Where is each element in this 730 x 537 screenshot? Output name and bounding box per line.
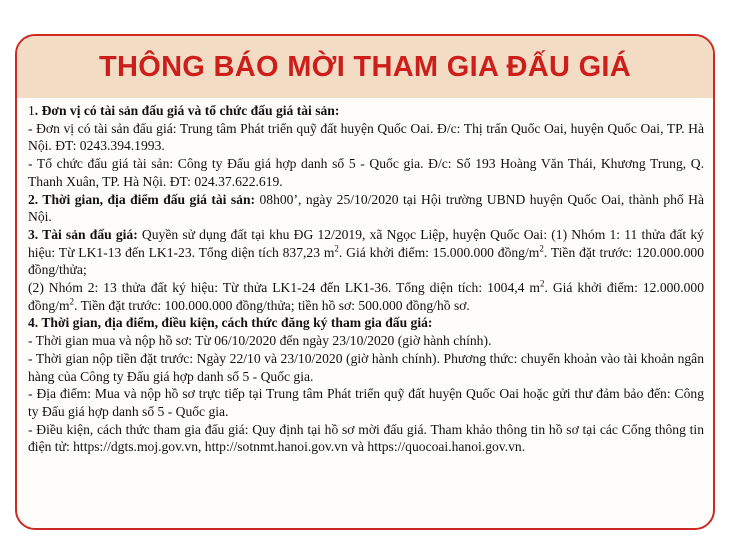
section-1-heading-text: . Đơn vị có tài sản đấu giá và tổ chức đấu giá tài sản:: [34, 103, 340, 118]
section-4-line-4: - Điều kiện, cách thức tham gia đấu giá: Quy định tại hồ sơ mời đấu giá. Tham khảo thông tin hồ sơ tại các Cổng thông tin điện tử: https://dgts.moj.gov.vn, http://sotnmt.hanoi.gov.vn và https://quocoai.hanoi.gov.vn.: [28, 421, 704, 455]
notice-frame: [15, 34, 715, 530]
section-1-line-1: - Đơn vị có tài sản đấu giá: Trung tâm Phát triển quỹ đất huyện Quốc Oai. Đ/c: Thị trấn Quốc Oai, huyện Quốc Oai, TP. Hà Nội. ĐT: 0243.394.1993.: [28, 120, 704, 154]
section-2-text: 08h00’, ngày 25/10/2020 tại Hội trường UBND huyện Quốc Oai, thành phố Hà Nội.: [28, 191, 704, 225]
section-4-line-1: - Thời gian mua và nộp hồ sơ: Từ 06/10/2020 đến ngày 23/10/2020 (giờ hành chính).: [28, 333, 492, 349]
section-4-line-3: - Địa điểm: Mua và nộp hồ sơ trực tiếp tại Trung tâm Phát triển quỹ đất huyện Quốc Oai hoặc gửi thư đảm bảo đến: Công ty Đấu giá hợp danh số 5 - Quốc gia.: [28, 386, 704, 419]
section-3-heading: 3. Tài sản đấu giá:: [28, 226, 138, 242]
section-1-heading: [28, 102, 704, 120]
section-2-number: 2: [28, 191, 35, 207]
section-1-number: 1: [28, 103, 35, 118]
notice-body: [17, 98, 713, 456]
notice-header: [17, 36, 713, 98]
section-3-paragraph-2: (2) Nhóm 2: 13 thửa đất ký hiệu: Từ thửa LK1-24 đến LK1-36. Tổng diện tích: 1004,4 $m^2$. Giá khởi điểm: 12.000.000 đồng/$m^2$. Tiền đặt trước: 100.000.000 đồng/thửa; tiền hồ sơ: 500.000 đồng/hồ sơ.: [28, 278, 704, 313]
section-2: [28, 191, 704, 226]
notice-title: THÔNG BÁO MỜI THAM GIA ĐẤU GIÁ: [98, 50, 632, 83]
section-1-line-2: - Tổ chức đấu giá tài sản: Công ty Đấu giá hợp danh số 5 - Quốc gia. Đ/c: Số 193 Hoàng Văn Thái, Khương Trung, Q. Thanh Xuân, TP. Hà Nội. ĐT: 024.37.622.619.: [28, 156, 704, 189]
section-4-heading: 4. Thời gian, địa điểm, điều kiện, cách thức đăng ký tham gia đấu giá:: [28, 315, 433, 331]
section-3-paragraph-1: 3. Tài sản đấu giá: Quyền sử dụng đất tại khu ĐG 12/2019, xã Ngọc Liệp, huyện Quốc Oai: (1) Nhóm 1: 11 thửa đất ký hiệu: Từ LK1-13 đến LK1-23. Tổng diện tích 837,23 $m^2$. Giá khởi điểm: 15.000.000 đồng/$m^2$. Tiền đặt trước: 120.000.000 đồng/thửa;: [28, 226, 704, 278]
section-2-heading: . Thời gian, địa điểm đấu giá tài sản:: [34, 191, 256, 207]
section-4-line-2: - Thời gian nộp tiền đặt trước: Ngày 22/10 và 23/10/2020 (giờ hành chính). Phương thức: chuyển khoản vào tài khoản ngân hàng của Công ty Đấu giá hợp danh số 5 - Quốc gia.: [28, 350, 704, 384]
